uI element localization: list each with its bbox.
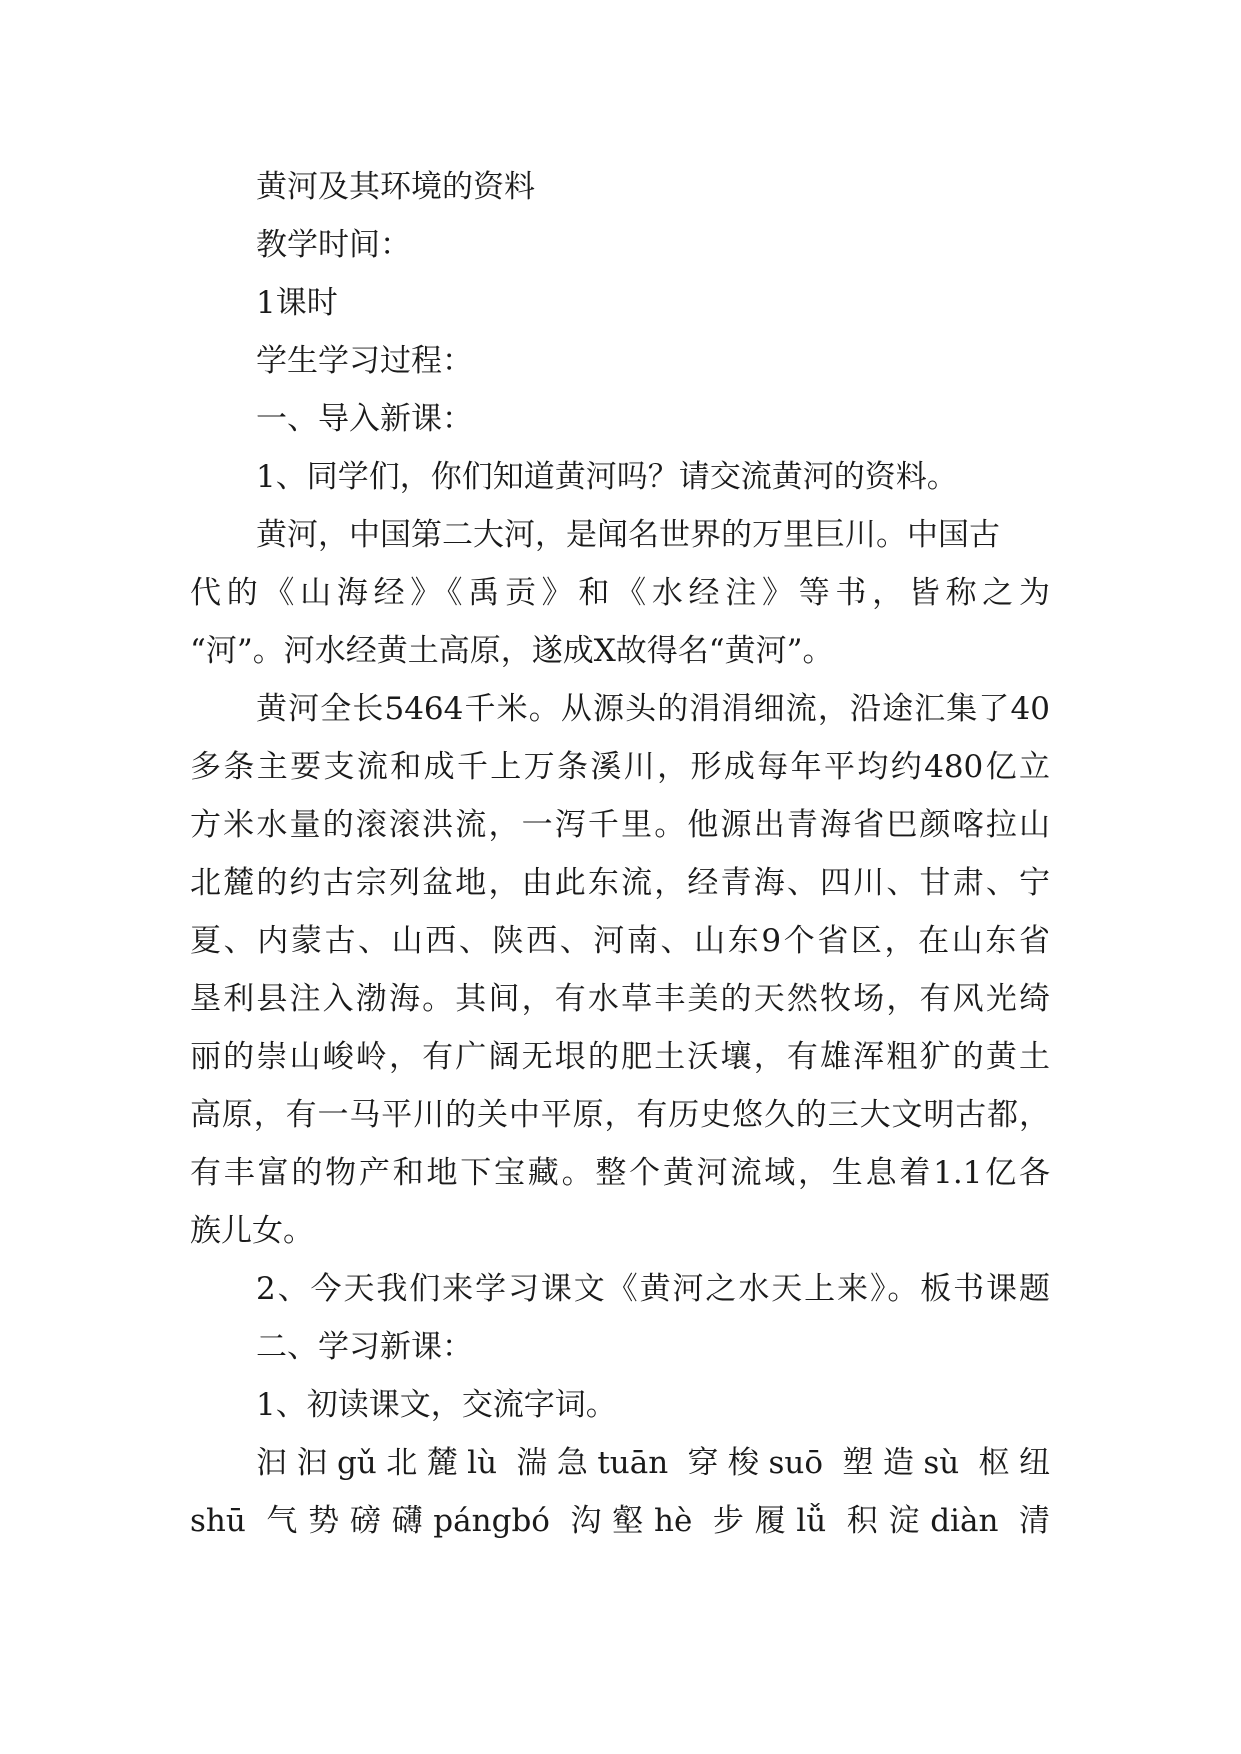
paragraph-line: 高原，有一马平川的关中平原，有历史悠久的三大文明古都， (190, 1097, 1050, 1133)
vocab-line: 汩汩gǔ北麓lù 湍急tuān 穿梭suō 塑造sù 枢纽 (256, 1445, 1050, 1481)
paragraph-line: 族儿女。 (190, 1213, 314, 1249)
paragraph-line: 1、同学们，你们知道黄河吗？请交流黄河的资料。 (256, 459, 958, 495)
paragraph-line: 垦利县注入渤海。其间，有水草丰美的天然牧场，有风光绮 (190, 981, 1050, 1017)
paragraph-line: 1、初读课文，交流字词。 (256, 1387, 617, 1423)
paragraph-line: 学生学习过程： (256, 343, 473, 379)
paragraph-line: 有丰富的物产和地下宝藏。整个黄河流域，生息着1.1亿各 (190, 1155, 1050, 1191)
vocab-line: shū 气势磅礴pángbó 沟壑hè 步履lǚ 积淀diàn 清 (190, 1503, 1050, 1539)
paragraph-line: 黄河全长5464千米。从源头的涓涓细流，沿途汇集了40 (256, 691, 1050, 727)
paragraph-line: 代的《山海经》《禹贡》和《水经注》等书，皆称之为 (190, 575, 1050, 611)
doc-title: 黄河及其环境的资料 (256, 169, 535, 205)
paragraph-line: “河”。河水经黄土高原，遂成X故得名“黄河”。 (190, 633, 834, 669)
paragraph-line: 方米水量的滚滚洪流，一泻千里。他源出青海省巴颜喀拉山 (190, 807, 1050, 843)
paragraph-line: 夏、内蒙古、山西、陕西、河南、山东9个省区，在山东省 (190, 923, 1050, 959)
paragraph-line: 教学时间： (256, 227, 411, 263)
section-heading: 二、学习新课： (256, 1329, 473, 1365)
paragraph-line: 2、今天我们来学习课文《黄河之水天上来》。板书课题 (256, 1271, 1050, 1307)
paragraph-line: 黄河，中国第二大河，是闻名世界的万里巨川。中国古 (256, 517, 1000, 553)
paragraph-line: 1课时 (256, 285, 338, 321)
paragraph-line: 北麓的约古宗列盆地，由此东流，经青海、四川、甘肃、宁 (190, 865, 1050, 901)
paragraph-line: 丽的崇山峻岭，有广阔无垠的肥土沃壤，有雄浑粗犷的黄土 (190, 1039, 1050, 1075)
paragraph-line: 多条主要支流和成千上万条溪川，形成每年平均约480亿立 (190, 749, 1050, 785)
section-heading: 一、导入新课： (256, 401, 473, 437)
